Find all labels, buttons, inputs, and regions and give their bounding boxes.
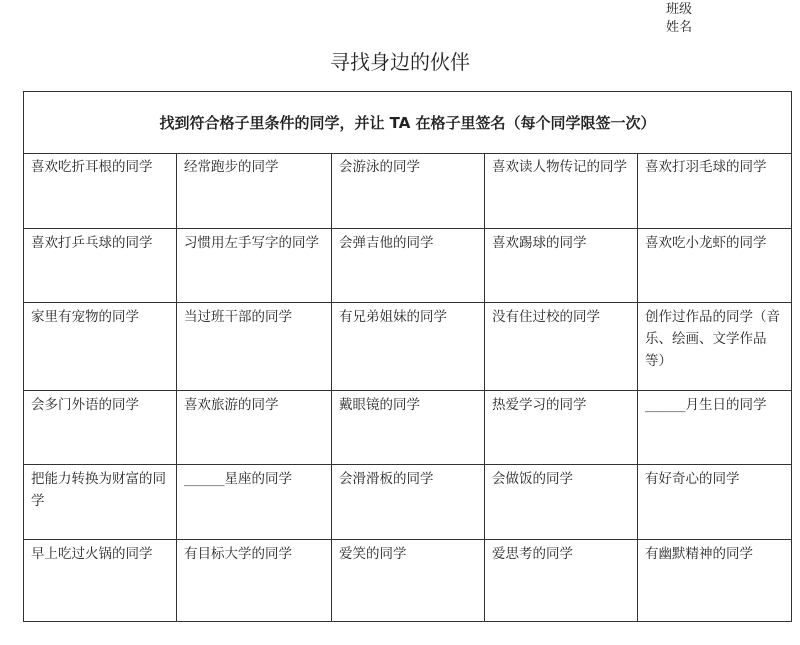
signature-cell[interactable]: ______星座的同学 xyxy=(177,465,332,540)
signature-cell[interactable]: 有幽默精神的同学 xyxy=(645,546,753,562)
signature-cell[interactable]: 会滑滑板的同学 xyxy=(332,465,485,540)
signature-cell[interactable]: 有好奇心的同学 xyxy=(638,465,791,540)
signature-cell[interactable]: 创作过作品的同学（音乐、绘画、文学作品等） xyxy=(638,303,791,391)
signature-cell[interactable]: 喜欢吃小龙虾的同学 xyxy=(638,229,791,303)
signature-cell[interactable]: ______月生日的同学 xyxy=(638,391,791,465)
signature-cell[interactable]: 喜欢打羽毛球的同学 xyxy=(638,153,791,229)
signature-cell[interactable]: 当过班干部的同学 xyxy=(177,303,332,391)
signature-cell[interactable]: 有兄弟姐妹的同学 xyxy=(332,303,485,391)
signature-cell[interactable]: 热爱学习的同学 xyxy=(485,391,638,465)
class-label: 班级 xyxy=(666,2,693,17)
signature-cell[interactable]: 习惯用左手写字的同学 xyxy=(177,229,332,303)
bingo-table xyxy=(23,91,792,622)
page-title: 寻找身边的伙伴 xyxy=(330,50,470,74)
signature-cell[interactable]: 会弹吉他的同学 xyxy=(332,229,485,303)
signature-cell[interactable]: 会多门外语的同学 xyxy=(24,391,177,465)
signature-cell[interactable]: 喜欢打乒乓球的同学 xyxy=(24,229,177,303)
signature-cell[interactable]: 喜欢踢球的同学 xyxy=(485,229,638,303)
signature-cell[interactable]: 爱思考的同学 xyxy=(485,540,638,621)
signature-cell[interactable]: 把能力转换为财富的同学 xyxy=(24,465,177,540)
signature-cell[interactable]: 经常跑步的同学 xyxy=(177,153,332,229)
signature-cell[interactable]: 没有住过校的同学 xyxy=(485,303,638,391)
instruction-row: 找到符合格子里条件的同学，并让 TA 在格子里签名（每个同学限签一次） xyxy=(24,92,791,154)
signature-cell[interactable]: 喜欢吃折耳根的同学 xyxy=(24,153,177,229)
signature-cell[interactable]: 家里有宠物的同学 xyxy=(24,303,177,391)
signature-cell[interactable]: 会做饭的同学 xyxy=(485,465,638,540)
signature-cell[interactable]: 戴眼镜的同学 xyxy=(332,391,485,465)
signature-cell[interactable]: 早上吃过火锅的同学 xyxy=(24,540,177,621)
signature-cell[interactable]: 有目标大学的同学 xyxy=(177,540,332,621)
name-label: 姓名 xyxy=(666,20,693,35)
signature-cell[interactable]: 会游泳的同学 xyxy=(332,153,485,229)
signature-cell[interactable]: 爱笑的同学 xyxy=(332,540,485,621)
signature-cell[interactable]: 喜欢读人物传记的同学 xyxy=(485,153,638,229)
signature-cell[interactable]: 喜欢旅游的同学 xyxy=(177,391,332,465)
